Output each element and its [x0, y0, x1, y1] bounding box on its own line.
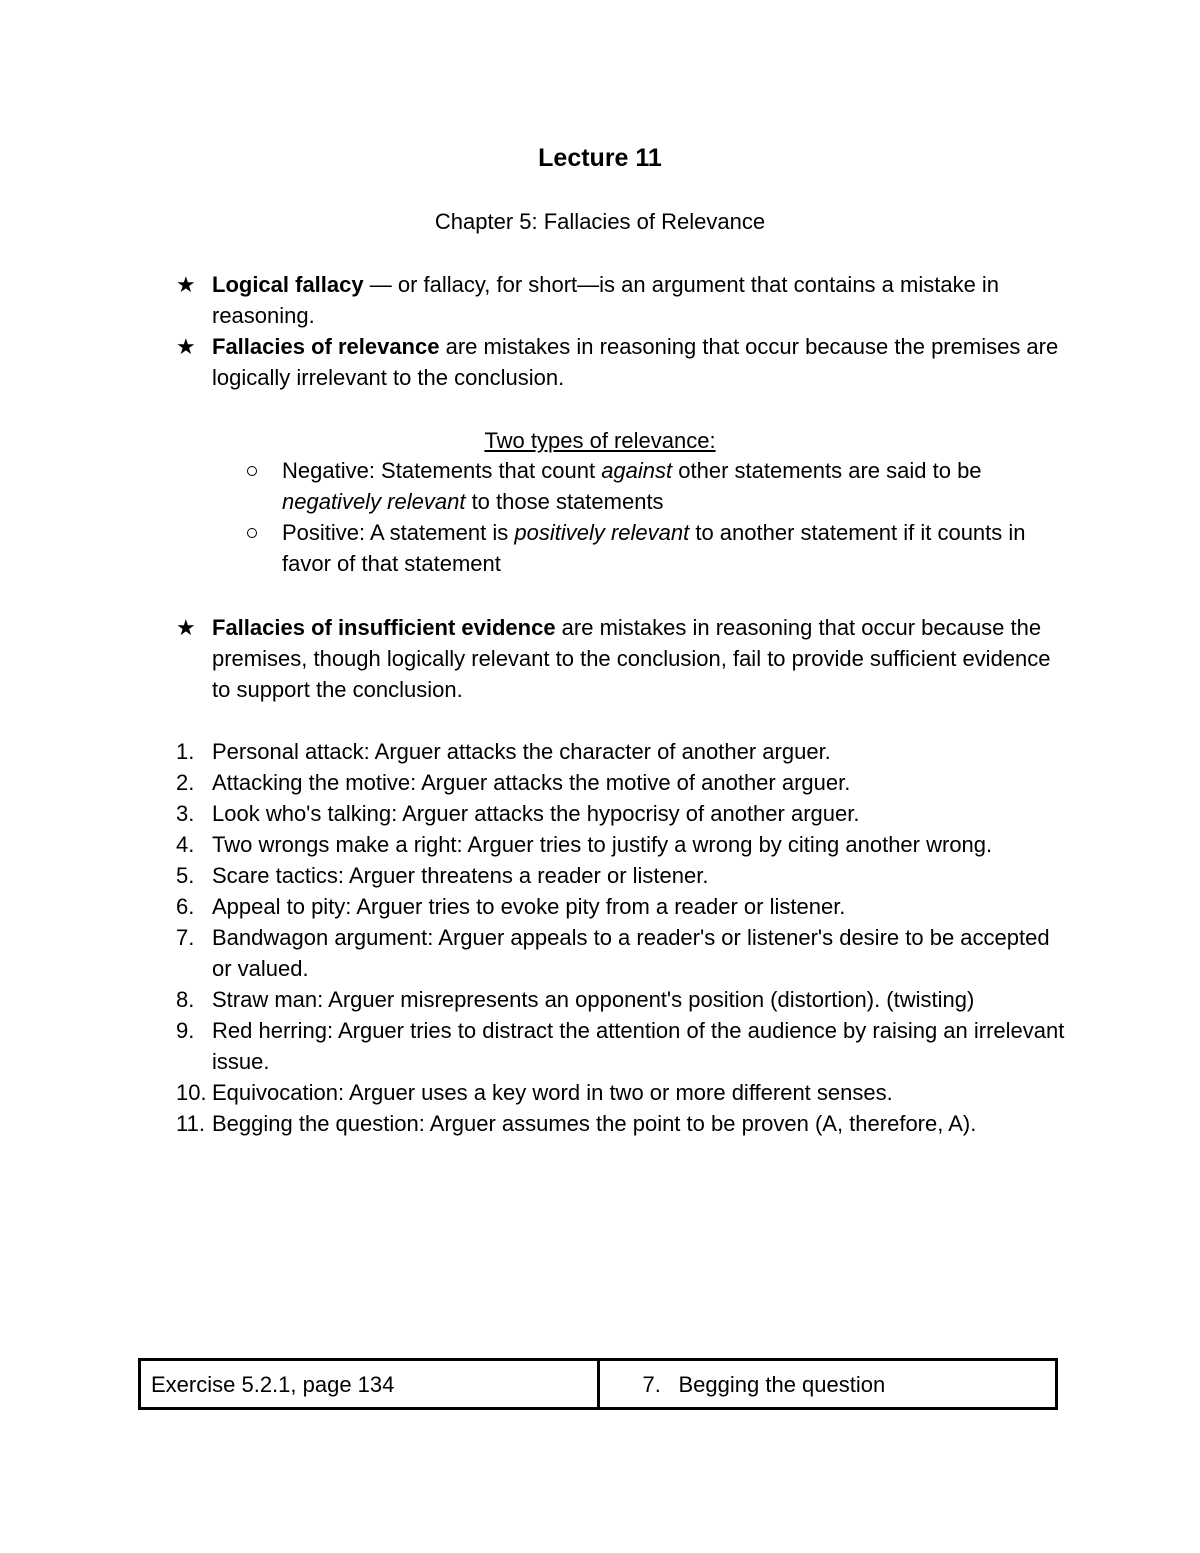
table-row	[140, 1360, 1057, 1409]
definition-term: Fallacies of relevance	[212, 334, 440, 359]
list-item: 5. Scare tactics: Arguer threatens a reader or listener.	[176, 863, 709, 888]
definition-text: are mistakes in reasoning that occur because the premises, though logically relevant to the conclusion, fail to provide sufficient evidence to support the conclusion.	[212, 615, 1051, 702]
exercise-reference-cell: Exercise 5.2.1, page 134	[140, 1360, 599, 1409]
circle-bullet-icon	[247, 528, 257, 538]
list-item: 4. Two wrongs make a right: Arguer tries to justify a wrong by citing another wrong.	[176, 832, 993, 857]
exercise-answer-cell: 7. Begging the question	[598, 1360, 1057, 1409]
star-icon: ★	[176, 272, 196, 297]
relevance-types-heading: Two types of relevance:	[484, 428, 716, 453]
definition-text: — or fallacy, for short—is an argument that contains a mistake in reasoning.	[212, 272, 1000, 328]
list-item-positive: Positive: A statement is positively relevant to another statement if it counts in favor of that statement	[246, 517, 1066, 579]
page-title: Lecture 11	[538, 144, 662, 172]
relevance-types-list	[246, 455, 1066, 579]
definition-fallacies-of-relevance	[176, 331, 1066, 393]
definition-logical-fallacy	[176, 269, 1066, 331]
list-item: 6. Appeal to pity: Arguer tries to evoke pity from a reader or listener.	[176, 894, 846, 919]
list-item: 8. Straw man: Arguer misrepresents an opponent's position (distortion). (twisting)	[176, 987, 975, 1012]
definition-term: Fallacies of insufficient evidence	[212, 615, 556, 640]
star-icon: ★	[176, 334, 196, 359]
list-item-negative: Negative: Statements that count against other statements are said to be negatively relevant to those statements	[246, 455, 1066, 517]
definition-insufficient-evidence	[176, 612, 1066, 705]
list-item: 9. Red herring: Arguer tries to distract the attention of the audience by raising an irrelevant issue.	[176, 1018, 1065, 1074]
list-item: 10. Equivocation: Arguer uses a key word in two or more different senses.	[176, 1080, 893, 1105]
definition-term: Logical fallacy	[212, 272, 364, 297]
list-item: 1. Personal attack: Arguer attacks the character of another arguer.	[176, 739, 831, 764]
list-item: 3. Look who's talking: Arguer attacks the hypocrisy of another arguer.	[176, 801, 860, 826]
list-item: 2. Attacking the motive: Arguer attacks the motive of another arguer.	[176, 770, 851, 795]
chapter-subtitle: Chapter 5: Fallacies of Relevance	[434, 209, 766, 234]
star-icon: ★	[176, 615, 196, 640]
exercise-table	[138, 1358, 1058, 1410]
list-item: 11. Begging the question: Arguer assumes the point to be proven (A, therefore, A).	[176, 1111, 977, 1136]
circle-bullet-icon	[247, 466, 257, 476]
list-item: 7. Bandwagon argument: Arguer appeals to a reader's or listener's desire to be accepted or valued.	[176, 925, 1050, 981]
fallacies-list	[176, 736, 1066, 1139]
definition-text: are mistakes in reasoning that occur because the premises are logically irrelevant to the conclusion.	[212, 334, 1059, 390]
